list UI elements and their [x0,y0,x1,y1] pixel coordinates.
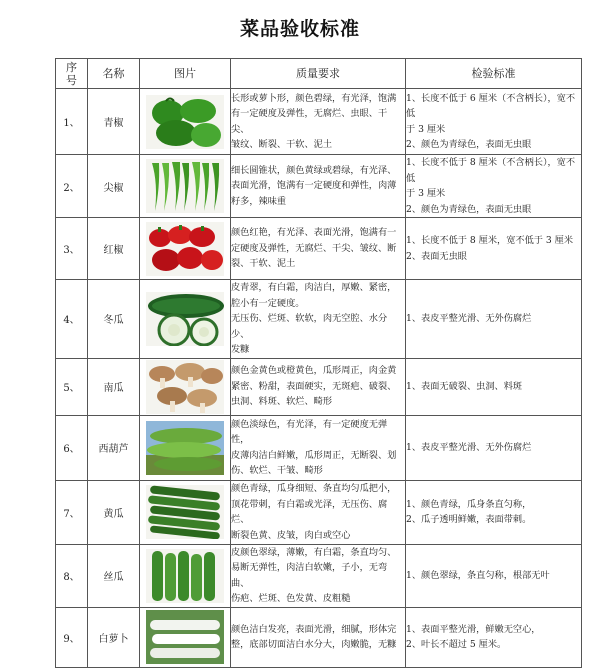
table-row [56,358,582,415]
quality-line: 顶花带刺，有白霜或光泽，无压伤、腐烂、 [231,498,388,525]
row-number: 5、 [56,358,88,415]
vegetable-image-cell [140,415,231,480]
inspection-standard [406,415,582,480]
row-number: 3、 [56,218,88,280]
table-row [56,280,582,359]
quality-line: 颜色淡绿色，有光泽，有一定硬度无弹性， [231,418,388,445]
quality-line: 伤疤、烂斑、色发黄、皮粗糙 [231,593,351,604]
inspection-standard [406,155,582,218]
table-row [56,89,582,155]
vegetable-image-cell [140,607,231,667]
inspection-standard [406,89,582,155]
inspection-line: 1、表皮平整光滑、无外伤腐烂 [406,441,532,453]
white-radish-photo [146,610,224,664]
vegetable-image-cell [140,89,231,155]
quality-line: 皮青翠，有白霜，肉洁白，厚嫩、紧密， [231,282,397,293]
vegetable-image-cell [140,218,231,280]
quality-requirement [231,155,406,218]
quality-line: 皮颜色翠绿，薄嫩，有白霜，条直均匀、 [231,546,397,558]
inspection-line: 2、颜色为青绿色，表面无虫眼 [406,139,532,150]
table-row [56,218,582,280]
vegetable-name: 南瓜 [88,358,140,415]
row-number: 8、 [56,544,88,607]
table-row [56,544,582,607]
quality-line: 易断无弹性，肉洁白软嫩，子小，无弯曲、 [231,562,388,589]
header-quality: 质量要求 [231,59,406,89]
quality-line: 细长圆锥状，颜色黄绿或碧绿，有光泽、 [231,164,397,176]
inspection-line: 1、表面无破裂、虫洞、料斑 [406,380,523,392]
zucchini-photo [146,421,224,475]
inspection-line: 2、表面无虫眼 [406,250,467,262]
inspection-line: 1、表面平整光滑，鲜嫩无空心， [406,623,541,635]
quality-requirement [231,218,406,280]
inspection-standard [406,480,582,544]
quality-line: 无压伤、烂斑、软软，肉无空腔、水分少、 [231,313,388,340]
quality-line: 断裂色黄、皮皱，肉白或空心 [231,529,351,541]
quality-line: 发糠 [231,344,250,355]
vegetable-image-cell [140,480,231,544]
vegetable-name: 黄瓜 [88,480,140,544]
row-number: 4、 [56,280,88,359]
table-row [56,155,582,218]
inspection-standard [406,607,582,667]
quality-line: 有一定硬度及弹性，无腐烂、虫眼、干尖、 [231,108,388,135]
green-pepper-photo [146,95,224,149]
inspection-line: 1、长度不低于 6 厘米（不含柄长），宽不低 [406,92,576,119]
quality-line: 颜色红艳，有光泽、表面光滑，饱满有一 [231,227,397,239]
row-number: 2、 [56,155,88,218]
quality-line: 皱纹、断裂、干软、泥土 [231,139,333,150]
quality-line: 腔小有一定硬度。 [231,297,305,309]
header-name: 名称 [88,59,140,89]
inspection-line: 1、长度不低于 8 厘米，宽不低于 3 厘米 [406,235,574,246]
table-row [56,415,582,480]
inspection-line: 1、长度不低于 8 厘米（不含柄长），宽不低 [406,157,576,184]
vegetable-name: 红椒 [88,218,140,280]
quality-requirement [231,544,406,607]
vegetable-name: 尖椒 [88,155,140,218]
vegetable-name: 丝瓜 [88,544,140,607]
header-inspection: 检验标准 [406,59,582,89]
quality-requirement [231,607,406,667]
red-pepper-photo [146,222,224,276]
inspection-line: 1、表皮平整光滑、无外伤腐烂 [406,313,532,324]
vegetable-image-cell [140,280,231,359]
inspection-line: 2、颜色为青绿色，表面无虫眼 [406,203,532,215]
cucumber-photo [146,485,224,539]
inspection-standard [406,358,582,415]
inspection-standard [406,218,582,280]
inspection-line: 于 3 厘米 [406,188,446,199]
vegetable-name: 冬瓜 [88,280,140,359]
standards-table [55,58,582,668]
quality-line: 长形或萝卜形，颜色碧绿，有光泽，饱满 [231,92,397,104]
vegetable-name: 西葫芦 [88,415,140,480]
quality-line: 伤、软烂、干皱、畸形 [231,465,323,476]
hot-pepper-photo [146,159,224,213]
quality-line: 整，底部切面洁白水分大，肉嫩脆，无糠 [231,639,397,650]
inspection-line: 1、颜色翠绿，条直匀称，根部无叶 [406,569,550,581]
quality-line: 定硬度及弹性，无腐烂、干尖、皱纹、断 [231,242,397,254]
quality-line: 颜色洁白发亮，表面光滑，细腻，形体完 [231,623,397,635]
loofah-photo [146,549,224,603]
row-number: 1、 [56,89,88,155]
table-row [56,607,582,667]
quality-line: 颜色青绿，瓜身细短、条直均匀瓜把小， [231,483,397,494]
inspection-line: 1、颜色青绿，瓜身条直匀称， [406,498,532,510]
quality-line: 紧密、粉甜，表面硬实，无斑疤、破裂、 [231,380,397,392]
quality-requirement [231,415,406,480]
quality-line: 虫洞、料斑、软烂、畸形 [231,396,333,408]
row-number: 7、 [56,480,88,544]
quality-requirement [231,280,406,359]
row-number: 9、 [56,607,88,667]
header-no: 序号 [56,59,88,89]
page-title: 菜品验收标准 [239,18,360,40]
quality-line: 皮薄肉洁白鲜嫩，瓜形周正，无断裂、划 [231,449,397,461]
row-number: 6、 [56,415,88,480]
inspection-standard [406,280,582,359]
vegetable-image-cell [140,358,231,415]
quality-line: 裂、干软、泥土 [231,258,296,270]
vegetable-image-cell [140,155,231,218]
winter-melon-photo [146,292,224,346]
inspection-standard [406,544,582,607]
quality-line: 籽多，辣味重 [231,195,287,207]
vegetable-image-cell [140,544,231,607]
table-header-row [56,59,582,89]
vegetable-name: 青椒 [88,89,140,155]
quality-requirement [231,480,406,544]
pumpkin-mushroom-photo [146,360,224,414]
header-image: 图片 [140,59,231,89]
quality-requirement [231,358,406,415]
inspection-line: 于 3 厘米 [406,123,446,135]
vegetable-name: 白萝卜 [88,607,140,667]
quality-line: 表面光滑，饱满有一定硬度和弹性，肉薄 [231,180,397,192]
inspection-line: 2、瓜子透明鲜嫩，表面带刺。 [406,514,532,525]
table-row [56,480,582,544]
quality-requirement [231,89,406,155]
inspection-line: 2、叶长不超过 5 厘米。 [406,639,507,650]
quality-line: 颜色金黄色或橙黄色，瓜形周正，肉金黄 [231,365,397,377]
